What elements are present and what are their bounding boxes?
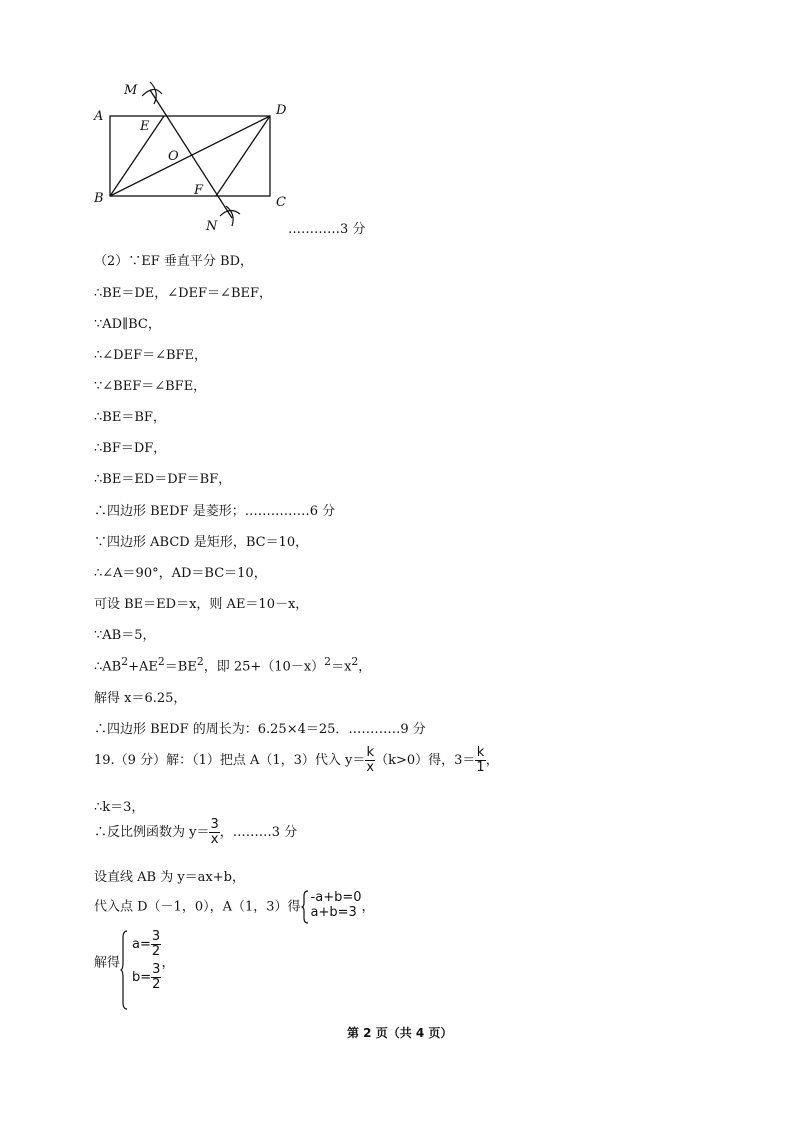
proof-line: ∴四边形 BEDF 是菱形；……………6 分 [94,504,336,519]
frac-den: 2 [151,944,161,959]
frac-den: x [366,760,375,775]
pythagoras-line [94,655,371,674]
arc-mark-n-2 [226,206,233,226]
substitute-line [94,890,375,920]
frac-den: 1 [476,760,485,775]
fraction-k-over-1 [475,746,485,775]
substitute-pre: 代入点 D（－1，0），A（1，3）得 [94,899,301,915]
proof-line: ∴∠A＝90°，AD＝BC＝10， [94,566,267,581]
proof-line: ∵∠BEF＝∠BFE， [94,379,207,394]
inverse-function-line [94,818,297,847]
proof-line: ∴BF＝DF， [94,441,167,456]
pyth-mid1: +AE [128,659,158,675]
k-value-line: ∴k＝3， [94,800,145,815]
pyth-sup: 2 [157,655,165,668]
inverse-end: ，………3 分 [219,825,298,840]
frac-num: 3 [210,817,219,832]
geometry-figure [80,78,380,238]
system-row: a+b=3 [310,905,357,920]
q19-line [94,746,499,775]
label-b: B [94,191,104,206]
pyth-mid3: ，即 25+（10－x） [203,659,325,675]
q19-pre: 19.（9 分）解：（1）把点 A（1，3）代入 y＝ [94,753,366,768]
solution-system [120,930,161,992]
label-a: A [94,109,104,124]
proof-line: ∴BE＝DE，∠DEF＝∠BEF， [94,286,273,301]
fraction-3-over-2 [151,963,161,992]
label-m: M [124,83,138,98]
line-mn [150,90,232,218]
score-3: …………3 分 [288,222,366,237]
proof-line: 可设 BE＝ED＝x，则 AE＝10－x， [94,597,309,612]
a-lhs: a= [132,937,151,952]
proof-line: （2）∵EF 垂直平分 BD， [94,254,254,269]
line-ab-line: 设直线 AB 为 y＝ax+b， [94,870,245,885]
perimeter-line: ∴四边形 BEDF 的周长为：6.25×4＝25．…………9 分 [94,722,426,737]
pyth-pre: ∴AB [94,659,122,675]
label-f: F [194,183,204,198]
brace-icon [301,890,309,924]
solve-ab-end: ， [161,955,175,971]
arc-mark-m-2 [150,82,156,104]
proof-line: ∴BE＝BF， [94,410,166,425]
equation-system [301,890,362,920]
frac-num: 3 [152,962,161,977]
pyth-sup: 2 [324,655,332,668]
solve-ab-line [94,930,174,992]
segment-be [110,116,164,196]
substitute-end: ， [361,899,375,915]
proof-line: ∵AB＝5， [94,628,156,643]
system-row: -a+b=0 [310,890,362,905]
pyth-mid4: ＝x [331,659,352,675]
frac-num: k [366,745,374,760]
q19-end: ， [485,753,499,768]
frac-den: 2 [152,977,161,992]
proof-line: ∵AD∥BC， [94,317,161,332]
pyth-sup: 2 [351,655,359,668]
label-c: C [276,195,286,210]
pyth-sup: 2 [121,655,129,668]
system-row-b [132,963,161,992]
diagonal-bd [110,116,270,196]
q19-mid: （k>0）得，3＝ [375,753,476,768]
label-e: E [140,119,150,134]
frac-den: x [210,832,219,847]
proof-line: ∴∠DEF＝∠BFE， [94,348,208,363]
label-n: N [206,219,218,234]
inverse-pre: ∴反比例函数为 y＝ [94,825,210,840]
segment-df [216,116,270,196]
b-lhs: b= [132,970,152,985]
fraction-3-over-2 [151,930,161,959]
solve-ab-pre: 解得 [94,955,121,971]
system-row-a [132,930,161,959]
fraction-3-over-x [209,818,219,847]
page-footer: 第 2 页（共 4 页） [347,1026,453,1040]
fraction-k-over-x [365,746,375,775]
proof-line: ∴BE＝ED＝DF＝BF， [94,472,232,487]
frac-num: k [476,745,485,760]
brace-icon [120,930,128,1010]
label-d: D [276,103,287,118]
frac-num: 3 [151,929,161,944]
label-o: O [168,149,179,164]
pyth-mid2: ＝BE [164,659,197,675]
pyth-sup: 2 [196,655,204,668]
solve-x-line: 解得 x＝6.25， [94,691,187,706]
pyth-end: ， [358,659,372,675]
proof-line: ∵四边形 ABCD 是矩形，BC＝10， [94,535,309,550]
